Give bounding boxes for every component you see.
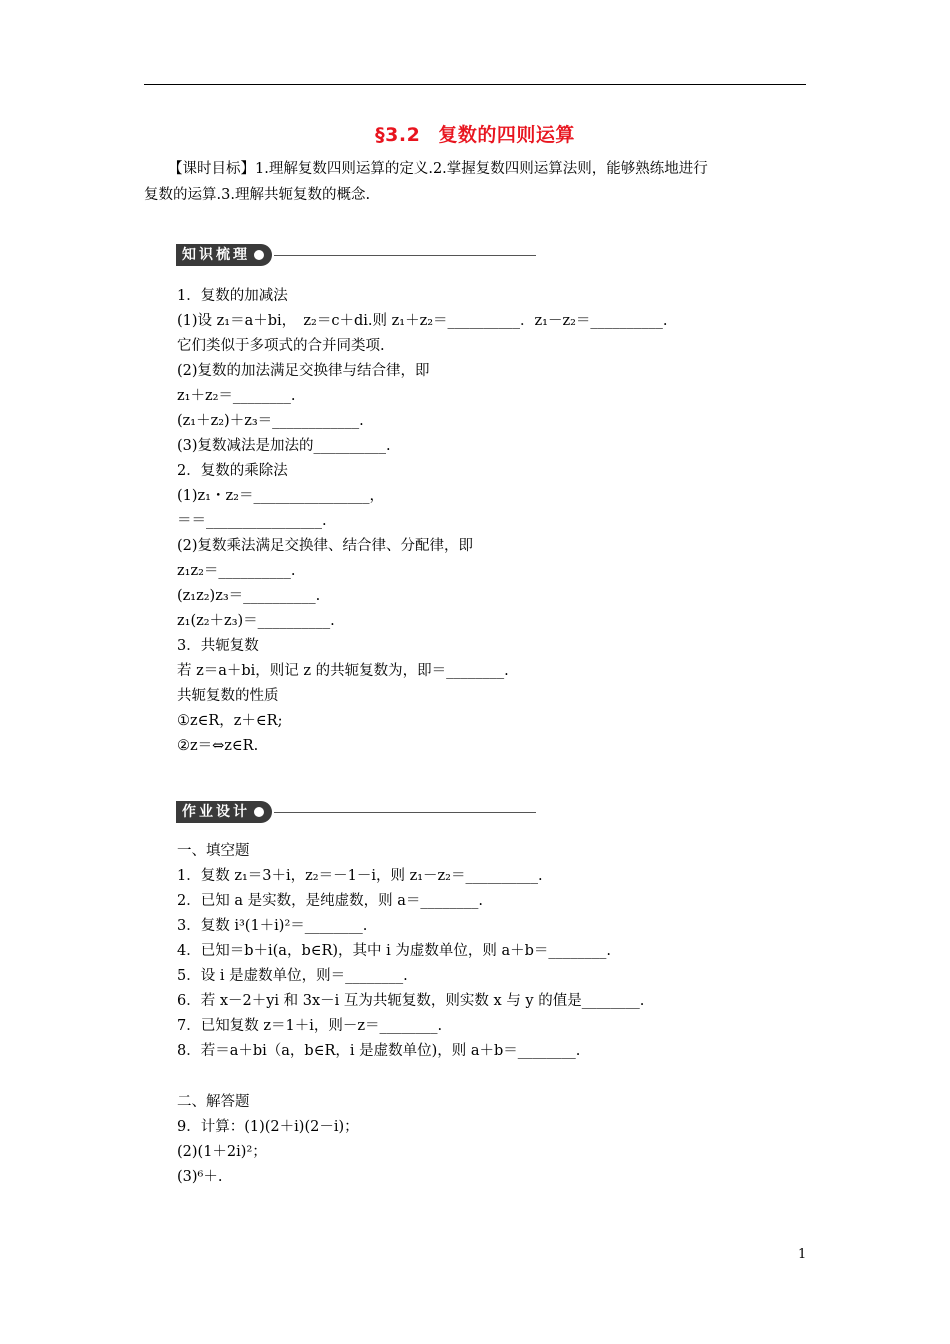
bullet-dot-icon [254,250,264,260]
content-line: z₁z₂＝__________. [177,563,296,579]
question-line: 1．复数 z₁＝3＋i，z₂＝－1－i，则 z₁－z₂＝__________. [177,868,543,884]
section-rule [274,255,536,256]
content-line: 2．复数的乘除法 [177,463,288,479]
section-header-homework [176,801,536,823]
content-line: 1．复数的加减法 [177,288,288,304]
question-line: 3．复数 i³(1＋i)²＝________. [177,918,368,934]
question-line: 4．已知＝b＋i(a，b∈R)，其中 i 为虚数单位，则 a＋b＝________. [177,943,612,959]
section-number: §3.2 [375,124,421,146]
question-line: 7．已知复数 z＝1＋i，则－z＝________. [177,1018,443,1034]
content-line: (z₁z₂)z₃＝__________. [177,588,321,604]
content-line: z₁＋z₂＝________. [177,388,296,404]
question-line: 5．设 i 是虚数单位，则＝________. [177,968,408,984]
content-line: (2)复数的加法满足交换律与结合律，即 [177,363,430,379]
content-line: ①z∈R，z＋∈R; [177,713,283,729]
content-line: (1)设 z₁＝a＋bi， z₂＝c＋di.则 z₁＋z₂＝__________．z₁－z₂＝__________. [177,313,668,329]
question-line: (2)(1＋2i)²； [177,1144,267,1160]
content-line: 它们类似于多项式的合并同类项. [177,338,385,354]
section-heading-text: 作业设计 [182,804,250,820]
section-header-knowledge [176,244,536,266]
content-line: (z₁＋z₂)＋z₃＝____________. [177,413,364,429]
section-heading-text: 知识梳理 [182,247,250,263]
question-group-title: 一、填空题 [177,843,250,859]
objective-label: 【课时目标】 [168,161,255,177]
question-line: 6．若 x－2＋yi 和 3x－i 互为共轭复数，则实数 x 与 y 的值是________. [177,993,645,1009]
content-line: z₁(z₂＋z₃)＝__________. [177,613,335,629]
knowledge-content [177,284,817,759]
question-line: 9．计算：(1)(2＋i)(2－i)； [177,1119,359,1135]
top-rule [144,84,806,85]
section-rule [274,812,536,813]
content-line: (1)z₁・z₂＝________________， [177,488,384,504]
content-line: 共轭复数的性质 [177,688,279,704]
objective-line-2: 复数的运算.3.理解共轭复数的概念. [144,187,371,203]
question-line: (3)⁶＋. [177,1169,223,1185]
content-line: ②z＝⇔z∈R. [177,738,259,754]
lesson-objective [144,156,810,208]
content-line: 3．共轭复数 [177,638,259,654]
question-group-title: 二、解答题 [177,1094,250,1110]
bullet-dot-icon [254,807,264,817]
question-line: 8．若＝a＋bi（a，b∈R，i 是虚数单位)，则 a＋b＝________. [177,1043,581,1059]
content-line: (3)复数减法是加法的__________. [177,438,391,454]
objective-line-1: 1.理解复数四则运算的定义.2.掌握复数四则运算法则，能够熟练地进行 [255,161,708,177]
fill-in-questions [177,839,817,1064]
answer-questions [177,1090,817,1190]
content-line: 若 z＝a＋bi，则记 z 的共轭复数为，即＝________. [177,663,509,679]
page-number: 1 [798,1247,807,1262]
question-line: 2．已知 a 是实数，是纯虚数，则 a＝________. [177,893,483,909]
content-line: ＝＝________________. [177,513,327,529]
page-title [0,120,950,147]
title-text: 复数的四则运算 [438,124,575,146]
content-line: (2)复数乘法满足交换律、结合律、分配律，即 [177,538,474,554]
